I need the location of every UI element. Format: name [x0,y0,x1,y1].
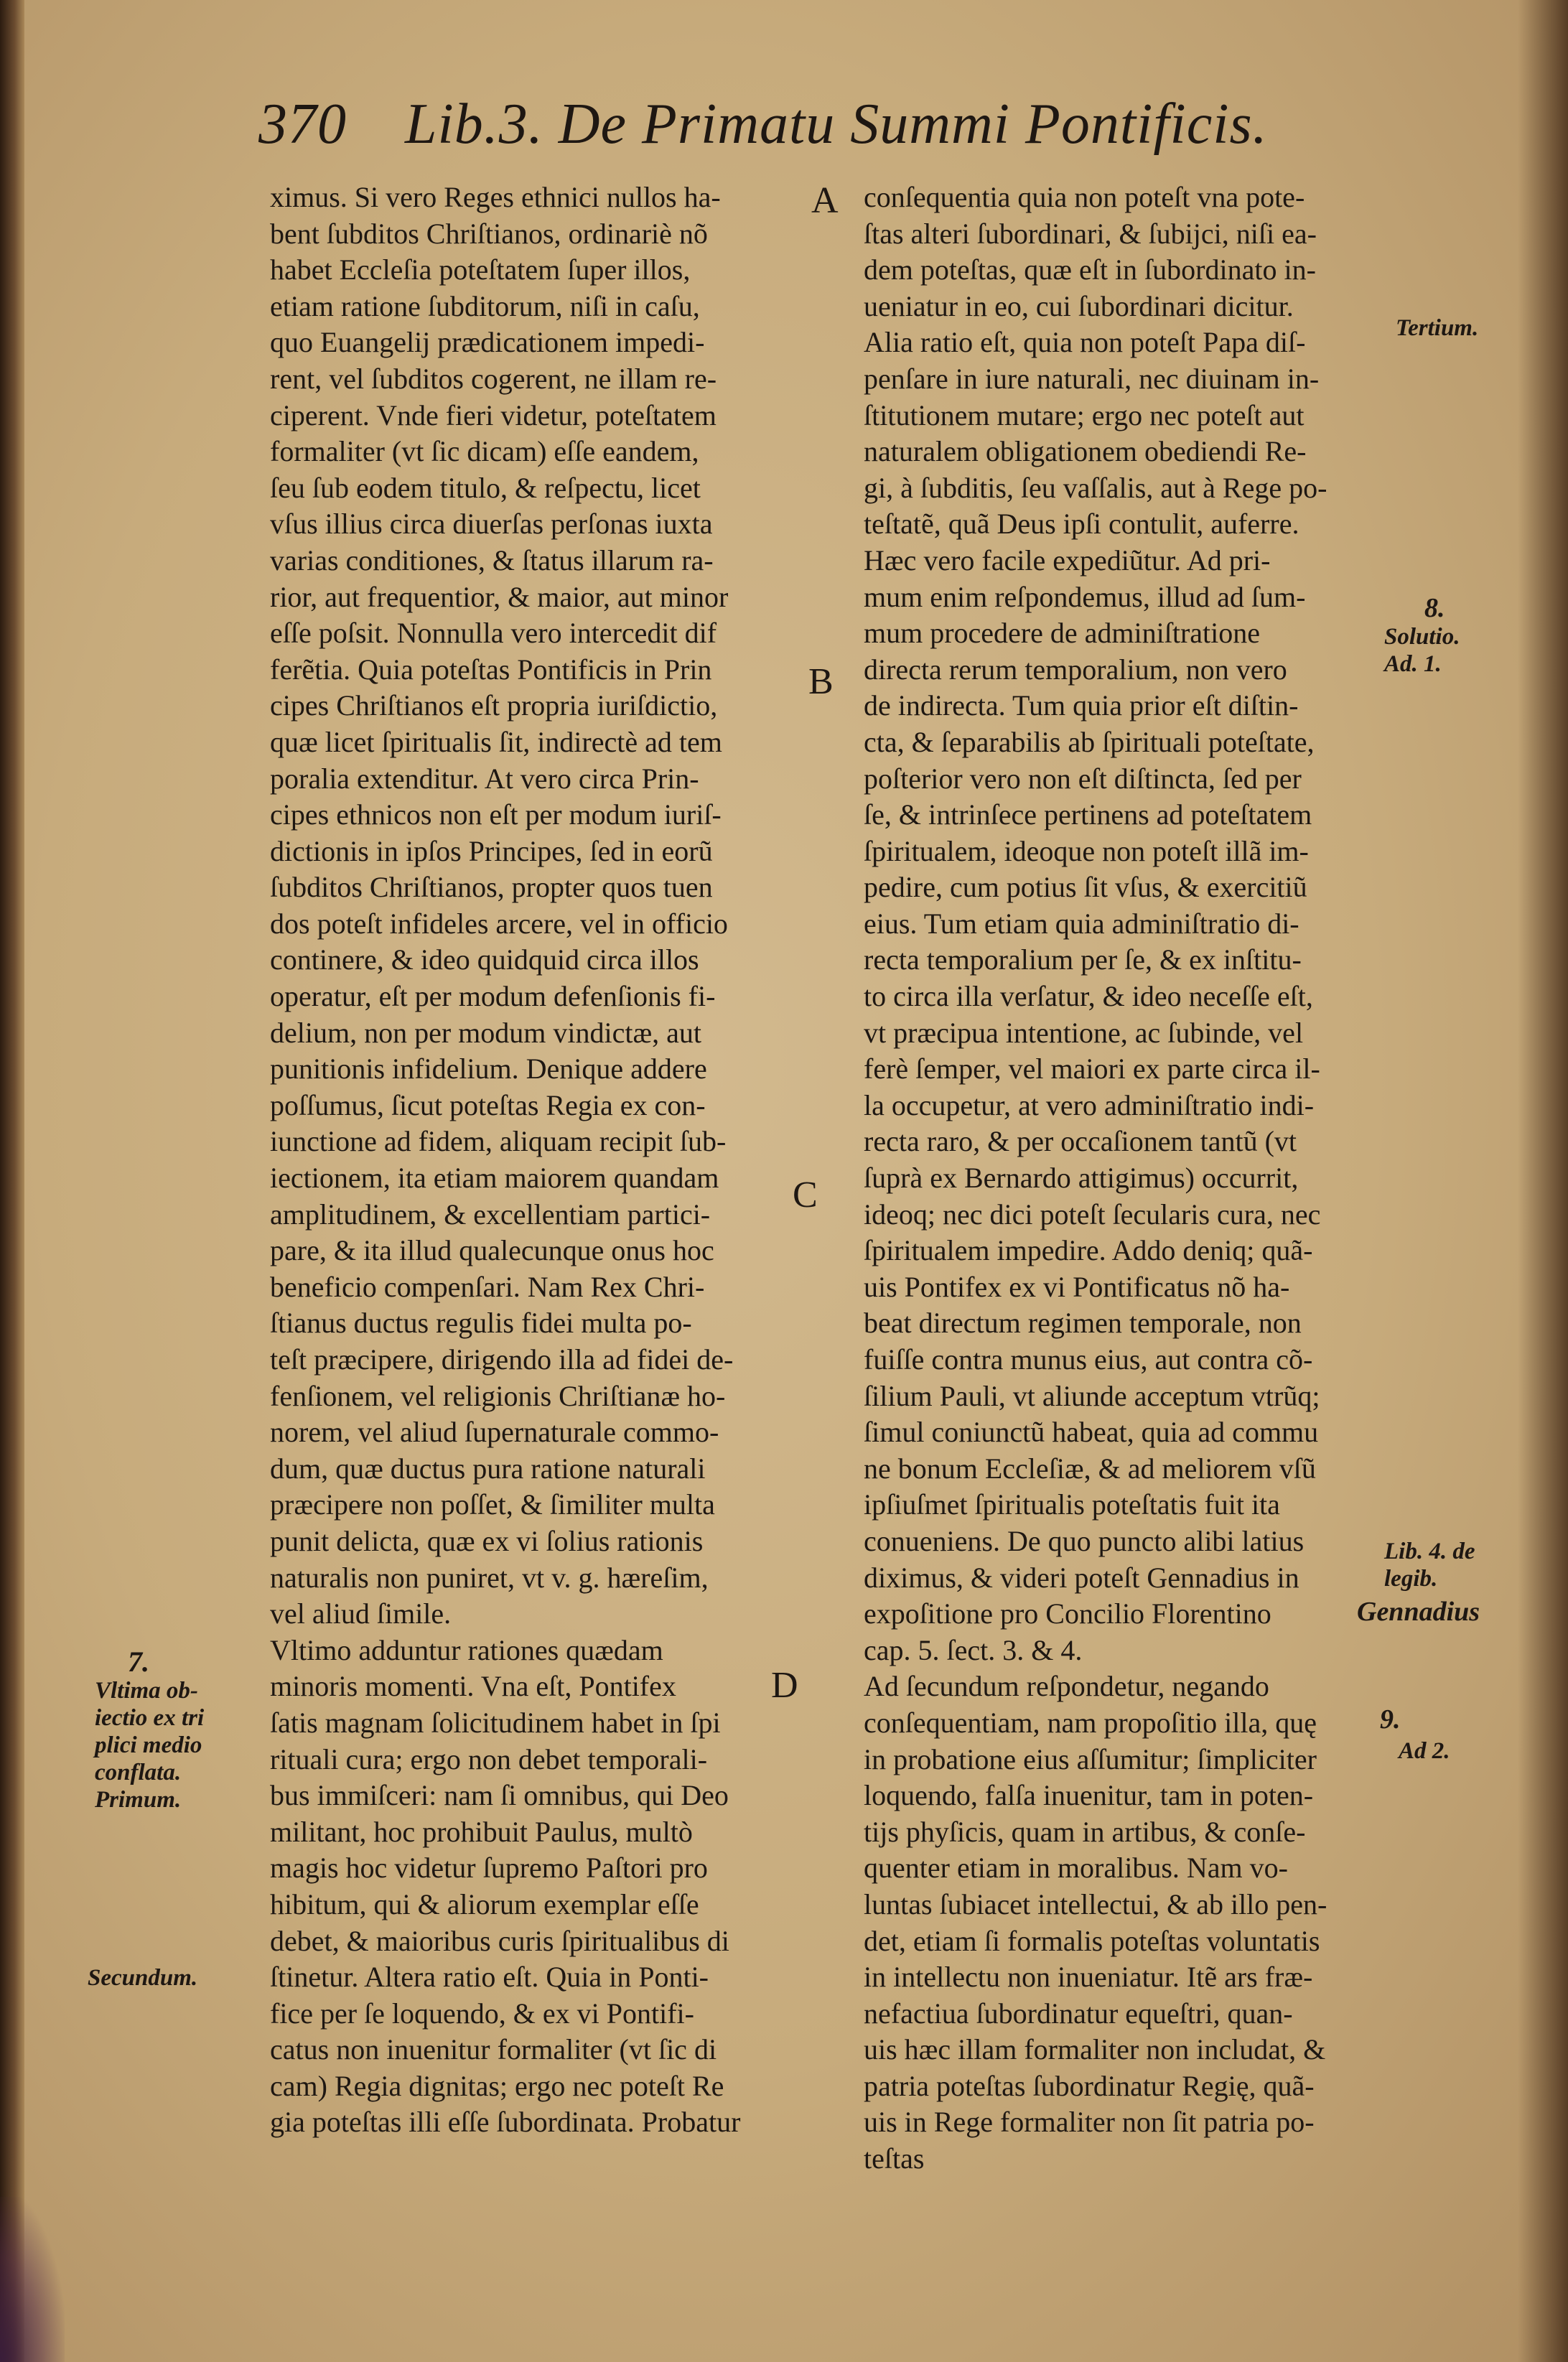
left-text-column [270,179,794,2141]
text-line: teſt præcipere, dirigendo illa ad fidei de- [270,1343,734,1376]
text-line: quo Euangelij prædicationem impedi- [270,326,705,359]
text-line: uis hæc illam formaliter non includat, & [864,2033,1326,2066]
text-line: ne bonum Eccleſiæ, & ad meliorem vſũ [864,1452,1316,1485]
text-line: in probatione eius aſſumitur; ſimpliciter [864,1742,1317,1775]
text-line: ſpiritualem, ideoque non poteſt illã im- [864,834,1309,867]
text-line: cap. 5. ſect. 3. & 4. [864,1633,1083,1666]
text-line: cam) Regia dignitas; ergo nec poteſt Re [270,2069,724,2102]
text-line: nefactiua ſubordinatur equeſtri, quan- [864,1997,1293,2030]
text-line: ciperent. Vnde fieri videtur, poteſtatem [270,398,717,431]
text-line: vſus illius circa diuerſas perſonas iuxta [270,508,713,541]
text-line: ximus. Si vero Reges ethnici nullos ha- [270,181,721,213]
text-line: uis in Rege formaliter non ſit patria po- [864,2106,1315,2139]
text-line: eſſe poſsit. Nonnulla vero intercedit dif [270,617,717,650]
corner-stain [0,2197,65,2362]
text-line: militant, hoc prohibuit Paulus, multò [270,1815,693,1848]
text-line: Vltimo adduntur rationes quædam [270,1633,663,1666]
text-line: diximus, & videri poteſt Gennadius in [864,1561,1299,1594]
text-line: cipes Chriſtianos eſt propria iuriſdictio, [270,689,718,722]
text-line: rent, vel ſubditos cogerent, ne illam re- [270,362,717,395]
text-line: naturalis non puniret, vt v. g. hæreſim, [270,1561,709,1594]
text-line: conſequentia quia non poteſt vna pote- [864,181,1305,213]
page-header [258,92,1268,157]
text-line: ſe, & intrinſece pertinens ad poteſtatem [864,798,1312,831]
text-line: in intellectu non inueniatur. Itẽ ars fræ- [864,1961,1313,1994]
text-line: dum, quæ ductus pura ratione naturali [270,1452,706,1485]
text-line: bus immiſceri: nam ſi omnibus, qui Deo [270,1779,729,1812]
text-line: fenſionem, vel religionis Chriſtianæ ho- [270,1379,726,1412]
text-line: loquendo, falſa inuenitur, tam in poten- [864,1779,1314,1812]
text-line: ſtianus ductus regulis fidei multa po- [270,1307,692,1340]
margin-note-gennadius: Gennadius [1357,1597,1480,1627]
text-line: Ad ſecundum reſpondetur, negando [864,1670,1269,1703]
text-line: iectionem, ita etiam maiorem quandam [270,1162,719,1195]
note-line: Primum. [95,1787,182,1813]
margin-note-tertium: Tertium. [1396,315,1479,341]
section-letter-c: C [793,1175,818,1215]
note-line: legib. [1384,1566,1438,1592]
text-line: pare, & ita illud qualecunque onus hoc [270,1234,714,1267]
margin-note-lib-ref [1384,1538,1475,1592]
text-line: fice per ſe loquendo, & ex vi Pontifi- [270,1997,694,2030]
text-line: dos poteſt infideles arcere, vel in officio [270,907,728,940]
margin-note-secundum: Secundum. [88,1965,198,1991]
text-line: formaliter (vt ſic dicam) eſſe eandem, [270,435,699,468]
text-line: poralia extenditur. At vero circa Prin- [270,762,699,795]
page-edge-shadow [1518,0,1568,2362]
text-line: delium, non per modum vindictæ, aut [270,1016,702,1049]
note-line: plici medio [95,1732,202,1758]
margin-note-solutio [1384,623,1460,678]
text-line: beneficio compenſari. Nam Rex Chri- [270,1270,705,1303]
text-line: eius. Tum etiam quia adminiſtratio di- [864,907,1299,940]
text-line: ſilium Pauli, vt aliunde acceptum vtrũq; [864,1379,1320,1412]
text-line: teſtatẽ, quã Deus ipſi contulit, auferre. [864,508,1299,541]
text-line: ferẽtia. Quia poteſtas Pontificis in Prin [270,653,712,686]
text-line: vel aliud ſimile. [270,1597,452,1630]
margin-note-objection [95,1677,204,1813]
text-line: conueniens. De quo puncto alibi latius [864,1524,1305,1557]
text-line: magis hoc videtur ſupremo Paſtori pro [270,1852,708,1885]
text-line: beat directum regimen temporale, non [864,1307,1302,1340]
text-line: præcipere non poſſet, & ſimiliter multa [270,1488,715,1521]
text-line: rior, aut frequentior, & maior, aut minor [270,580,729,613]
text-line: uis Pontifex ex vi Pontificatus nõ ha- [864,1270,1290,1303]
text-line: Alia ratio eſt, quia non poteſt Papa diſ- [864,326,1306,359]
text-line: poſſumus, ſicut poteſtas Regia ex con- [270,1088,706,1121]
text-line: ſtitutionem mutare; ergo nec poteſt aut [864,398,1305,431]
text-line: recta temporalium per ſe, & ex inſtitu- [864,943,1302,976]
text-line: amplitudinem, & excellentiam partici- [270,1198,711,1231]
text-line: teſtas [864,2142,925,2175]
text-line: ſatis magnam ſolicitudinem habet in ſpi [270,1706,721,1739]
text-line: to circa illa verſatur, & ideo neceſſe eſt, [864,980,1313,1013]
text-line: ſtinetur. Altera ratio eſt. Quia in Ponti- [270,1961,709,1994]
page-number: 370 [258,93,347,156]
text-line: norem, vel aliud ſupernaturale commo- [270,1416,719,1449]
section-letter-d: D [771,1665,798,1706]
text-line: varias conditiones, & ſtatus illarum ra- [270,543,714,577]
text-line: gi, à ſubditis, ſeu vaſſalis, aut à Rege po- [864,471,1327,504]
text-line: cta, & ſeparabilis ab ſpirituali poteſtate, [864,725,1315,758]
text-line: ſpiritualem impedire. Addo deniq; quã- [864,1234,1313,1267]
margin-note-number-8: 8. [1424,593,1445,623]
text-line: fuiſſe contra munus eius, aut contra cõ- [864,1343,1313,1376]
text-line: bent ſubditos Chriſtianos, ordinariè nõ [270,217,708,250]
note-line: Vltima ob- [95,1678,198,1704]
text-line: ſubditos Chriſtianos, propter quos tuen [270,871,713,904]
text-line: poſterior vero non eſt diſtincta, ſed per [864,762,1302,795]
text-line: recta raro, & per occaſionem tantũ (vt [864,1125,1297,1158]
text-line: ſtas alteri ſubordinari, & ſubijci, niſi ea- [864,217,1317,250]
text-line: punit delicta, quæ ex vi ſolius rationis [270,1524,704,1557]
note-line: Ad. 1. [1384,651,1442,677]
text-line: patria poteſtas ſubordinatur Regię, quã- [864,2069,1315,2102]
margin-note-number-9: 9. [1380,1704,1401,1735]
text-line: dictionis in ipſos Principes, ſed in eorũ [270,834,713,867]
text-line: catus non inuenitur formaliter (vt ſic di [270,2033,717,2066]
text-line: minoris momenti. Vna eſt, Pontifex [270,1670,676,1703]
margin-note-ad-2: Ad 2. [1399,1738,1450,1764]
text-line: operatur, eſt per modum defenſionis fi- [270,980,716,1013]
right-text-column [864,179,1395,2177]
text-line: ſuprà ex Bernardo attigimus) occurrit, [864,1162,1299,1195]
note-line: iectio ex tri [95,1705,205,1731]
margin-note-number-7: 7. [128,1646,149,1678]
text-line: conſequentiam, nam propoſitio illa, quę [864,1706,1317,1739]
text-line: habet Eccleſia poteſtatem ſuper illos, [270,253,691,286]
text-line: rituali cura; ergo non debet temporali- [270,1742,708,1775]
text-line: punitionis infidelium. Denique addere [270,1052,707,1086]
text-line: gia poteſtas illi eſſe ſubordinata. Probatur [270,2106,741,2139]
text-line: quæ licet ſpiritualis ſit, indirectè ad tem [270,725,722,758]
text-line: quenter etiam in moralibus. Nam vo- [864,1852,1288,1885]
text-line: ipſiuſmet ſpiritualis poteſtatis fuit ita [864,1488,1280,1521]
text-line: pedire, cum potius ſit vſus, & exercitiũ [864,871,1307,904]
text-line: debet, & maioribus curis ſpiritualibus di [270,1924,729,1957]
text-line: luntas ſubiacet intellectui, & ab illo pen- [864,1887,1327,1920]
note-line: Solutio. [1384,624,1460,650]
text-line: etiam ratione ſubditorum, niſi in caſu, [270,289,700,322]
text-line: iunctione ad fidem, aliquam recipit ſub- [270,1125,727,1158]
text-line: det, etiam ſi formalis poteſtas voluntatis [864,1924,1320,1957]
running-title: Lib.3. De Primatu Summi Pontificis. [405,93,1268,156]
text-line: Hæc vero facile expediũtur. Ad pri- [864,543,1271,577]
text-line: tijs phyſicis, quam in artibus, & conſe- [864,1815,1306,1848]
text-line: ueniatur in eo, cui ſubordinari dicitur. [864,289,1294,322]
text-line: ideoq; nec dici poteſt ſecularis cura, nec [864,1198,1321,1231]
text-line: de indirecta. Tum quia prior eſt diſtin- [864,689,1299,722]
text-line: hibitum, qui & aliorum exemplar eſſe [270,1887,699,1920]
page-binding [0,0,24,2362]
text-line: ferè ſemper, vel maiori ex parte circa il- [864,1052,1320,1086]
text-line: expoſitione pro Concilio Florentino [864,1597,1271,1630]
note-line: Lib. 4. de [1384,1539,1475,1564]
text-line: mum enim reſpondemus, illud ad ſum- [864,580,1306,613]
text-line: dem poteſtas, quæ eſt in ſubordinato in- [864,253,1316,286]
text-line: continere, & ideo quidquid circa illos [270,943,699,976]
text-line: vt præcipua intentione, ac ſubinde, vel [864,1016,1304,1049]
text-line: directa rerum temporalium, non vero [864,653,1287,686]
note-line: conflata. [95,1760,182,1785]
text-line: mum procedere de adminiſtratione [864,617,1261,650]
section-letter-b: B [808,661,834,702]
text-line: ſeu ſub eodem titulo, & reſpectu, licet [270,471,701,504]
text-line: cipes ethnicos non eſt per modum iuriſ- [270,798,722,831]
text-line: la occupetur, at vero adminiſtratio indi- [864,1088,1315,1121]
text-line: penſare in iure naturali, nec diuinam in- [864,362,1320,395]
text-line: ſimul coniunctũ habeat, quia ad commu [864,1416,1319,1449]
text-line: naturalem obligationem obediendi Re- [864,435,1307,468]
section-letter-a: A [811,180,839,221]
